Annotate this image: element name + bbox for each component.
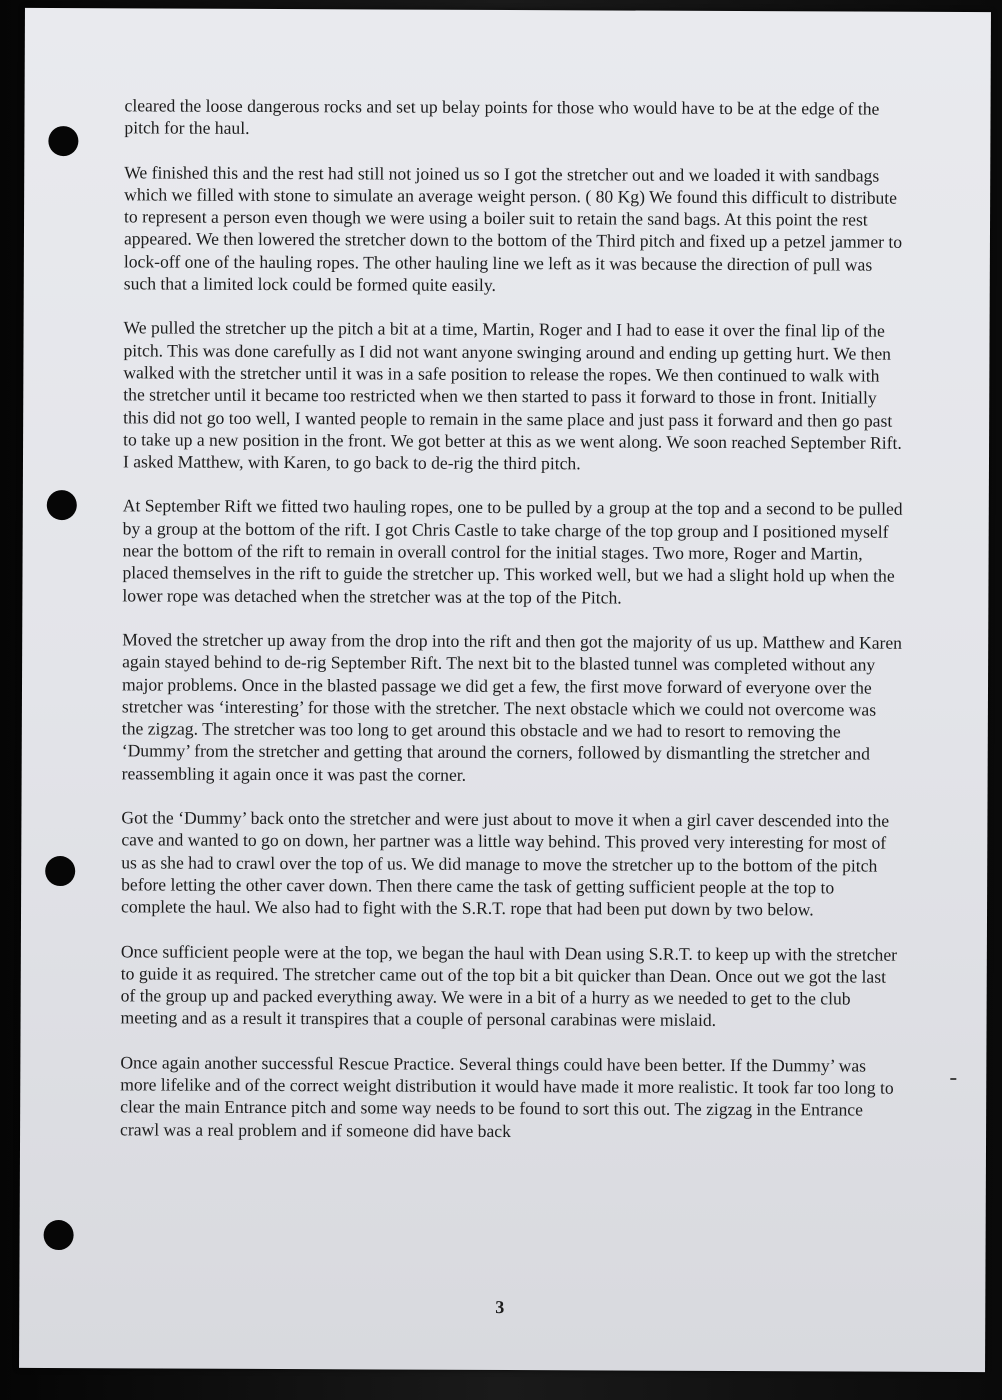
paragraph: We finished this and the rest had still not joined us so I got the stretcher out and we loaded it with sandbags which we filled with stone to simulate an average weight person. ( 80 Kg) We found this difficult to distribute to represent a person even though we were using a boiler suit to retain the sand bags. At this point the rest appeared. We then lowered the stretcher down to the bottom of the Third pitch and fixed up a petzel jammer to lock-off one of the hauling ropes. The other hauling line we left as it was because the direction of pull was such that a limited lock could be formed quite easily. bbox=[123, 161, 903, 296]
paragraph: Moved the stretcher up away from the drop into the rift and then got the majority of us up. Matthew and Karen again stayed behind to de-rig September Rift. The next bit to the blasted tunnel was completed without any major problems. Once in the blasted passage we did get a few, the first move forward of everyone over the stretcher was ‘interesting’ for those with the stretcher. The next obstacle which we could not overcome was the zigzag. The stretcher was too long to get around this obstacle and we had to resort to removing the ‘Dummy’ from the stretcher and getting that around the corners, followed by dismantling the stretcher and reassembling it again once it was past the corner. bbox=[121, 629, 903, 785]
punch-hole bbox=[45, 856, 75, 886]
paragraph: Once again another successful Rescue Practice. Several things could have been better. If the Dummy’ was more lifelike and of the correct weight distribution it would have made it more realistic. It took far too long to clear the main Entrance pitch and some way needs to be found to sort this out. The zigzag in the Entrance crawl was a real problem and if someone did have back bbox=[120, 1052, 894, 1141]
paragraph: At September Rift we fitted two hauling ropes, one to be pulled by a group at the top and a second to be pulled by a group at the bottom of the rift. I got Chris Castle to take charge of the top group and I positioned myself near the bottom of the rift to remain in overall control for the initial stages. Two more, Roger and Martin, placed themselves in the rift to guide the stretcher up. This worked well, but we had a slight hold up when the lower rope was detached when the stretcher was at the top of the Pitch. bbox=[122, 495, 903, 608]
paragraph: Got the ‘Dummy’ back onto the stretcher and were just about to move it when a girl caver descended into the cave and wanted to go on down, her partner was a little way behind. This proved very interesting for most of us as she had to crawl over the top of us. We did manage to move the stretcher up to the bottom of the pitch before letting the other caver down. Then there came the task of getting sufficient people at the top to complete the haul. We also had to fight with the S.R.T. rope that had been put down by two below. bbox=[121, 807, 890, 920]
paragraph: cleared the loose dangerous rocks and set up belay points for those who would have to be at the edge of the pitch for the haul. bbox=[124, 95, 880, 139]
document-page bbox=[19, 8, 991, 1372]
document-body bbox=[120, 94, 905, 1165]
paragraph: Once sufficient people were at the top, we began the haul with Dean using S.R.T. to keep up with the stretcher to guide it as required. The stretcher came out of the top bit a bit quicker than Dean. Once out we got the last of the group up and packed everything away. We were in a bit of a hurry as we needed to get to the club meeting and as a result it transpires that a couple of personal carabinas were mislaid. bbox=[120, 940, 898, 1031]
punch-hole bbox=[48, 126, 78, 156]
page-number: 3 bbox=[495, 1296, 505, 1318]
paper-mark bbox=[950, 1078, 956, 1080]
punch-hole bbox=[44, 1220, 74, 1250]
paragraph: We pulled the stretcher up the pitch a bit at a time, Martin, Roger and I had to ease it over the final lip of the pitch. This was done carefully as I did not want anyone swinging around and ending up getting hurt. We then walked with the stretcher until it was in a safe position to release the ropes. We then continued to walk with the stretcher until it became too restricted when we then started to pass it forward to those in front. Initially this did not go too well, I wanted people to remain in the same place and just pass it forward and then go past to take up a new position in the front. We got better at this as we went along. We soon reached September Rift. I asked Matthew, with Karen, to go back to de-rig the third pitch. bbox=[122, 317, 902, 474]
punch-hole bbox=[47, 490, 77, 520]
